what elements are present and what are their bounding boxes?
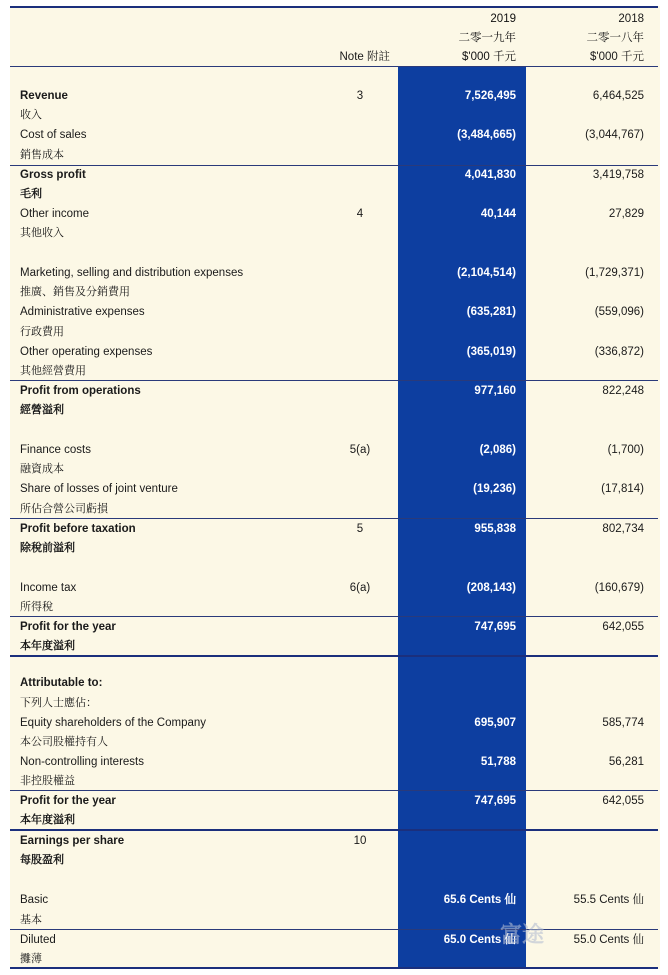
row-label: Earnings per share [20,835,125,847]
divider [10,380,658,381]
divider [10,616,658,617]
value-2019: 65.0 Cents 仙 [443,934,516,946]
value-2018: (559,096) [594,306,644,318]
value-2019: 747,695 [474,621,516,633]
row-label-zh: 本年度溢利 [20,814,75,826]
row-label: Gross profit [20,169,86,181]
value-2018: 56,281 [608,756,644,768]
value-2018: (17,814) [601,483,644,495]
row-label-zh: 其他收入 [20,227,64,239]
value-2018: 55.0 Cents 仙 [573,934,644,946]
row-label: Share of losses of joint venture [20,483,178,495]
value-2018: 27,829 [608,208,644,220]
row-label-zh: 銷售成本 [20,149,64,161]
note-header: Note 附註 [339,51,390,63]
value-2018: 642,055 [602,621,644,633]
divider [10,165,658,166]
row-label: Diluted [20,934,56,946]
value-2019: 955,838 [474,523,516,535]
row-label: Finance costs [20,444,91,456]
row-label: Equity shareholders of the Company [20,717,207,729]
row-label: Profit for the year [20,621,116,633]
value-2019: (2,086) [479,444,516,456]
row-label-zh: 本年度溢利 [20,640,75,652]
row-label-zh: 其他經營費用 [20,365,86,377]
section-label: Attributable to: [20,677,103,689]
row-label: Profit from operations [20,385,141,397]
row-label-zh: 行政費用 [20,326,64,338]
row-label-zh: 所得稅 [20,601,53,613]
value-2018: (160,679) [594,582,644,594]
row-label-zh: 收入 [20,109,42,121]
value-2018: (1,729,371) [585,267,644,279]
value-2019: 747,695 [474,795,516,807]
row-label-zh: 本公司股權持有人 [20,736,108,748]
value-2019: 4,041,830 [464,169,516,181]
value-2019: (19,236) [473,483,516,495]
divider [10,829,658,831]
divider [10,655,658,657]
row-label-zh: 攤薄 [20,953,42,965]
value-2018: (3,044,767) [585,129,644,141]
row-label-zh: 基本 [20,914,42,926]
row-note: 6(a) [349,582,371,594]
divider [10,967,658,969]
row-note: 4 [356,208,364,220]
row-label: Other operating expenses [20,346,153,358]
row-note: 10 [353,835,367,847]
row-label: Marketing, selling and distribution expenses [20,267,244,279]
value-2018: 822,248 [602,385,644,397]
year-2018-zh: 二零一八年 [586,32,644,44]
row-note: 3 [356,90,364,102]
value-2019: 51,788 [480,756,516,768]
divider [10,518,658,519]
row-label-zh: 毛利 [20,188,42,200]
row-label: Administrative expenses [20,306,145,318]
value-2018: 6,464,525 [592,90,644,102]
row-label-zh: 經營溢利 [20,404,64,416]
year-2019: 2019 [490,13,516,25]
row-label: Cost of sales [20,129,87,141]
section-label-zh: 下列人士應佔： [20,697,97,709]
unit-2018: $'000 千元 [590,51,644,63]
row-label: Basic [20,894,49,906]
unit-2019: $'000 千元 [462,51,516,63]
value-2018: (1,700) [607,444,644,456]
value-2018: 802,734 [602,523,644,535]
row-label: Income tax [20,582,77,594]
value-2019: 7,526,495 [464,90,516,102]
year-2019-zh: 二零一九年 [458,32,516,44]
row-label-zh: 每股盈利 [20,854,64,866]
row-label-zh: 所佔合營公司虧損 [20,503,108,515]
year-2018: 2018 [618,13,644,25]
value-2019: 40,144 [480,208,516,220]
row-note: 5(a) [349,444,371,456]
row-label: Other income [20,208,90,220]
value-2019: (208,143) [466,582,516,594]
divider [10,66,658,67]
row-label-zh: 非控股權益 [20,775,75,787]
row-label: Profit for the year [20,795,116,807]
value-2019: 977,160 [474,385,516,397]
value-2018: (336,872) [594,346,644,358]
row-label-zh: 推廣、銷售及分銷費用 [20,286,130,298]
watermark: 富途 [500,922,545,947]
divider [10,6,658,8]
row-label: Revenue [20,90,68,102]
row-label-zh: 融資成本 [20,463,64,475]
divider [10,929,658,930]
row-note: 5 [356,523,364,535]
value-2019: 695,907 [474,717,516,729]
row-label: Non-controlling interests [20,756,145,768]
value-2018: 55.5 Cents 仙 [573,894,644,906]
value-2019: (635,281) [466,306,516,318]
value-2019: (2,104,514) [457,267,516,279]
value-2019: (3,484,665) [457,129,516,141]
row-label: Profit before taxation [20,523,136,535]
value-2018: 585,774 [602,717,644,729]
divider [10,790,658,791]
value-2019: 65.6 Cents 仙 [443,894,516,906]
value-2018: 3,419,758 [592,169,644,181]
row-label-zh: 除稅前溢利 [20,542,75,554]
value-2018: 642,055 [602,795,644,807]
value-2019: (365,019) [466,346,516,358]
